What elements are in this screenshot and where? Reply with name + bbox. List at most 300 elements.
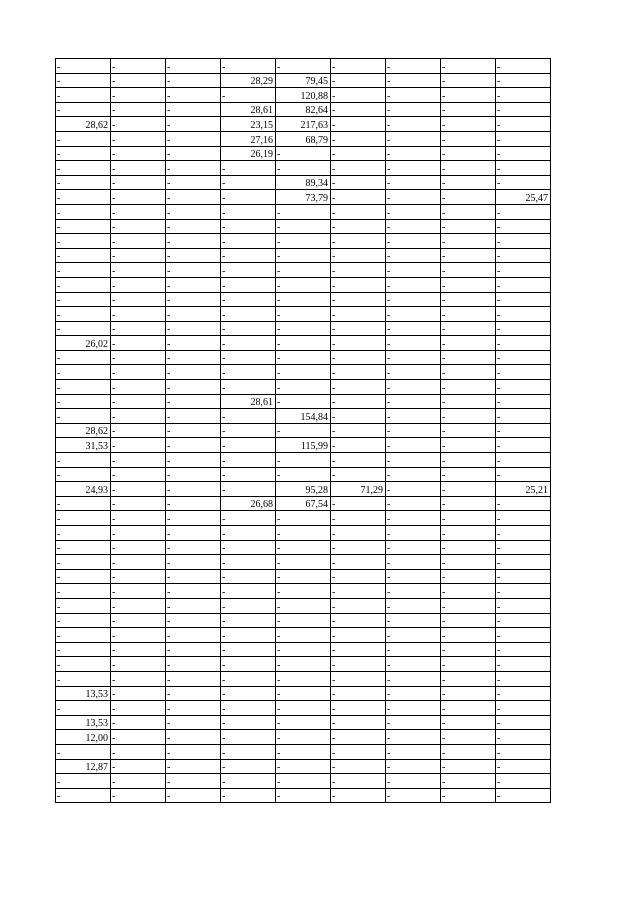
table-cell: -	[166, 511, 221, 526]
table-cell: -	[386, 482, 441, 497]
table-cell: -	[331, 365, 386, 380]
table-cell: -	[111, 394, 166, 409]
table-cell: -	[441, 496, 496, 511]
table-cell: -	[276, 146, 331, 161]
table-cell: -	[221, 59, 276, 74]
table-cell: -	[441, 292, 496, 307]
table-cell: -	[56, 380, 111, 395]
table-cell: -	[111, 657, 166, 672]
table-cell: -	[166, 59, 221, 74]
table-cell: -	[56, 657, 111, 672]
table-cell: -	[496, 277, 551, 292]
table-cell: -	[276, 161, 331, 176]
table-cell: -	[496, 598, 551, 613]
table-cell: -	[331, 292, 386, 307]
data-table-body	[56, 59, 551, 803]
table-cell: -	[496, 394, 551, 409]
table-cell: -	[166, 526, 221, 541]
table-cell: -	[276, 584, 331, 599]
table-cell: -	[56, 292, 111, 307]
table-cell: -	[276, 248, 331, 263]
table-cell: -	[386, 219, 441, 234]
table-cell: -	[221, 569, 276, 584]
table-cell: -	[386, 59, 441, 74]
table-cell: -	[221, 263, 276, 278]
table-cell: 68,79	[276, 131, 331, 146]
table-cell: -	[386, 569, 441, 584]
table-cell: -	[111, 73, 166, 88]
table-cell: -	[221, 88, 276, 103]
table-cell: -	[496, 496, 551, 511]
table-cell: 25,21	[496, 482, 551, 497]
table-cell: -	[276, 715, 331, 730]
table-cell: -	[111, 59, 166, 74]
table-cell: -	[166, 715, 221, 730]
table-cell: -	[221, 161, 276, 176]
table-cell: 24,93	[56, 482, 111, 497]
table-cell: -	[331, 540, 386, 555]
table-row	[56, 73, 551, 88]
table-cell: -	[386, 88, 441, 103]
table-cell: 71,29	[331, 482, 386, 497]
table-cell: -	[386, 234, 441, 249]
table-cell: -	[441, 102, 496, 117]
table-cell: -	[331, 248, 386, 263]
table-row	[56, 642, 551, 657]
table-cell: -	[276, 774, 331, 789]
table-cell: -	[441, 380, 496, 395]
table-row	[56, 394, 551, 409]
table-cell: -	[111, 511, 166, 526]
table-cell: -	[276, 788, 331, 803]
table-cell: -	[496, 701, 551, 716]
table-row	[56, 248, 551, 263]
table-cell: -	[386, 380, 441, 395]
table-cell: -	[496, 59, 551, 74]
table-cell: -	[166, 482, 221, 497]
table-cell: -	[276, 642, 331, 657]
table-cell: -	[111, 117, 166, 132]
table-cell: -	[221, 759, 276, 774]
table-cell: -	[276, 701, 331, 716]
table-row	[56, 102, 551, 117]
table-cell: -	[276, 59, 331, 74]
table-cell: -	[56, 102, 111, 117]
table-cell: -	[441, 438, 496, 453]
table-cell: -	[111, 423, 166, 438]
table-cell: -	[56, 453, 111, 468]
table-cell: -	[496, 307, 551, 322]
table-cell: -	[56, 540, 111, 555]
table-cell: -	[496, 584, 551, 599]
table-cell: -	[56, 628, 111, 643]
table-cell: -	[56, 526, 111, 541]
table-cell: -	[441, 569, 496, 584]
table-cell: -	[56, 613, 111, 628]
table-cell: -	[496, 526, 551, 541]
table-cell: -	[111, 102, 166, 117]
table-cell: -	[331, 131, 386, 146]
table-cell: -	[441, 88, 496, 103]
table-cell: -	[111, 774, 166, 789]
table-cell: -	[166, 204, 221, 219]
table-cell: -	[441, 453, 496, 468]
table-cell: -	[441, 248, 496, 263]
table-row	[56, 759, 551, 774]
table-cell: -	[441, 234, 496, 249]
table-row	[56, 540, 551, 555]
table-cell: -	[56, 307, 111, 322]
table-cell: 26,02	[56, 336, 111, 351]
table-cell: -	[276, 336, 331, 351]
table-cell: -	[441, 175, 496, 190]
table-cell: -	[166, 234, 221, 249]
table-cell: -	[496, 263, 551, 278]
table-cell: -	[441, 715, 496, 730]
table-cell: -	[331, 453, 386, 468]
table-cell: -	[386, 642, 441, 657]
table-cell: -	[276, 467, 331, 482]
table-cell: -	[441, 219, 496, 234]
table-row	[56, 438, 551, 453]
table-cell: -	[221, 715, 276, 730]
table-cell: -	[166, 496, 221, 511]
table-cell: -	[56, 73, 111, 88]
table-row	[56, 277, 551, 292]
table-cell: -	[166, 88, 221, 103]
table-cell: -	[221, 540, 276, 555]
table-cell: -	[441, 59, 496, 74]
table-cell: -	[276, 423, 331, 438]
table-cell: -	[111, 161, 166, 176]
table-cell: -	[386, 584, 441, 599]
table-cell: 154,84	[276, 409, 331, 424]
table-cell: -	[386, 190, 441, 205]
table-cell: -	[276, 759, 331, 774]
table-cell: -	[496, 555, 551, 570]
table-cell: -	[496, 540, 551, 555]
table-cell: -	[496, 204, 551, 219]
table-row	[56, 88, 551, 103]
table-cell: -	[441, 117, 496, 132]
table-cell: -	[441, 350, 496, 365]
table-cell: -	[221, 350, 276, 365]
table-cell: -	[166, 423, 221, 438]
table-cell: -	[221, 321, 276, 336]
table-cell: -	[496, 759, 551, 774]
table-cell: -	[386, 744, 441, 759]
table-cell: -	[56, 555, 111, 570]
table-cell: -	[496, 336, 551, 351]
table-cell: -	[111, 219, 166, 234]
table-cell: -	[331, 73, 386, 88]
table-cell: -	[331, 394, 386, 409]
table-cell: -	[111, 88, 166, 103]
table-cell: -	[331, 380, 386, 395]
table-cell: -	[386, 248, 441, 263]
table-row	[56, 409, 551, 424]
table-cell: -	[331, 496, 386, 511]
table-cell: -	[221, 467, 276, 482]
table-cell: -	[111, 438, 166, 453]
table-cell: -	[166, 540, 221, 555]
table-cell: -	[276, 350, 331, 365]
table-cell: -	[221, 657, 276, 672]
table-cell: -	[386, 307, 441, 322]
table-cell: -	[56, 88, 111, 103]
table-cell: -	[56, 219, 111, 234]
table-cell: -	[386, 204, 441, 219]
table-cell: -	[56, 365, 111, 380]
table-row	[56, 350, 551, 365]
table-cell: -	[166, 350, 221, 365]
table-cell: -	[496, 774, 551, 789]
table-cell: -	[276, 365, 331, 380]
table-cell: -	[111, 467, 166, 482]
table-cell: -	[386, 788, 441, 803]
table-cell: -	[221, 248, 276, 263]
table-cell: -	[166, 307, 221, 322]
table-cell: -	[496, 88, 551, 103]
table-cell: -	[166, 336, 221, 351]
table-cell: 28,62	[56, 423, 111, 438]
table-cell: 23,15	[221, 117, 276, 132]
table-cell: -	[111, 190, 166, 205]
table-cell: -	[276, 540, 331, 555]
table-cell: -	[441, 321, 496, 336]
table-cell: -	[221, 336, 276, 351]
table-cell: -	[276, 307, 331, 322]
table-cell: 82,64	[276, 102, 331, 117]
table-cell: -	[111, 496, 166, 511]
table-cell: -	[441, 613, 496, 628]
table-cell: -	[496, 248, 551, 263]
table-cell: -	[221, 628, 276, 643]
table-cell: -	[166, 146, 221, 161]
table-cell: -	[166, 628, 221, 643]
table-cell: 26,68	[221, 496, 276, 511]
table-cell: -	[496, 292, 551, 307]
table-cell: -	[496, 657, 551, 672]
table-cell: -	[441, 584, 496, 599]
table-cell: -	[441, 671, 496, 686]
table-cell: -	[331, 307, 386, 322]
table-cell: 13,53	[56, 715, 111, 730]
table-cell: -	[111, 131, 166, 146]
table-cell: -	[331, 102, 386, 117]
table-cell: 95,28	[276, 482, 331, 497]
table-cell: -	[111, 234, 166, 249]
table-row	[56, 628, 551, 643]
table-cell: -	[221, 642, 276, 657]
table-cell: -	[221, 584, 276, 599]
table-cell: -	[221, 613, 276, 628]
table-cell: -	[441, 73, 496, 88]
table-cell: -	[331, 774, 386, 789]
table-cell: -	[166, 569, 221, 584]
table-cell: -	[331, 438, 386, 453]
table-cell: -	[221, 774, 276, 789]
table-cell: -	[441, 204, 496, 219]
table-cell: 12,87	[56, 759, 111, 774]
table-cell: -	[221, 511, 276, 526]
table-cell: -	[441, 788, 496, 803]
table-cell: -	[441, 365, 496, 380]
table-cell: 120,88	[276, 88, 331, 103]
table-row	[56, 365, 551, 380]
table-cell: -	[496, 788, 551, 803]
table-cell: -	[111, 277, 166, 292]
table-cell: -	[441, 467, 496, 482]
table-cell: -	[441, 307, 496, 322]
table-cell: -	[166, 788, 221, 803]
data-table	[55, 58, 551, 803]
table-cell: -	[221, 190, 276, 205]
table-cell: -	[276, 744, 331, 759]
table-cell: -	[221, 744, 276, 759]
table-cell: -	[111, 584, 166, 599]
table-cell: -	[111, 598, 166, 613]
table-cell: -	[111, 307, 166, 322]
table-cell: -	[221, 788, 276, 803]
table-cell: -	[441, 774, 496, 789]
table-cell: -	[221, 598, 276, 613]
table-cell: -	[331, 161, 386, 176]
table-cell: -	[331, 598, 386, 613]
table-cell: -	[386, 131, 441, 146]
table-row	[56, 146, 551, 161]
table-row	[56, 715, 551, 730]
table-cell: -	[331, 788, 386, 803]
table-cell: -	[166, 438, 221, 453]
table-cell: -	[386, 117, 441, 132]
table-row	[56, 467, 551, 482]
table-row	[56, 321, 551, 336]
table-cell: -	[166, 161, 221, 176]
table-cell: 31,53	[56, 438, 111, 453]
table-cell: -	[496, 380, 551, 395]
table-cell: -	[496, 102, 551, 117]
table-cell: -	[441, 701, 496, 716]
table-cell: -	[276, 628, 331, 643]
table-cell: -	[441, 423, 496, 438]
table-cell: -	[331, 555, 386, 570]
table-cell: -	[276, 453, 331, 468]
table-cell: -	[331, 584, 386, 599]
table-row	[56, 59, 551, 74]
table-cell: -	[386, 759, 441, 774]
table-row	[56, 336, 551, 351]
table-cell: -	[496, 744, 551, 759]
table-cell: -	[221, 438, 276, 453]
table-cell: -	[331, 657, 386, 672]
table-cell: -	[221, 204, 276, 219]
table-cell: -	[496, 409, 551, 424]
table-cell: -	[221, 175, 276, 190]
table-cell: -	[386, 715, 441, 730]
table-cell: -	[331, 59, 386, 74]
table-cell: -	[331, 204, 386, 219]
table-cell: -	[496, 642, 551, 657]
table-cell: -	[331, 628, 386, 643]
table-cell: -	[56, 131, 111, 146]
table-cell: -	[386, 365, 441, 380]
table-cell: -	[111, 175, 166, 190]
table-cell: 67,54	[276, 496, 331, 511]
table-cell: -	[166, 671, 221, 686]
table-cell: -	[386, 102, 441, 117]
table-cell: -	[496, 715, 551, 730]
table-cell: -	[386, 350, 441, 365]
table-cell: -	[166, 774, 221, 789]
table-cell: -	[441, 146, 496, 161]
table-row	[56, 190, 551, 205]
table-cell: -	[276, 263, 331, 278]
table-cell: -	[276, 321, 331, 336]
table-cell: -	[56, 701, 111, 716]
table-row	[56, 598, 551, 613]
table-cell: -	[386, 686, 441, 701]
table-row	[56, 671, 551, 686]
table-cell: -	[276, 277, 331, 292]
table-cell: -	[111, 146, 166, 161]
table-row	[56, 744, 551, 759]
table-cell: -	[386, 146, 441, 161]
table-cell: -	[166, 219, 221, 234]
table-cell: -	[276, 555, 331, 570]
table-cell: -	[496, 365, 551, 380]
table-cell: -	[496, 628, 551, 643]
table-cell: -	[111, 453, 166, 468]
table-cell: -	[56, 511, 111, 526]
table-cell: -	[166, 598, 221, 613]
table-cell: -	[56, 744, 111, 759]
table-cell: -	[166, 277, 221, 292]
table-row	[56, 453, 551, 468]
table-row	[56, 584, 551, 599]
table-cell: -	[221, 671, 276, 686]
table-cell: -	[331, 759, 386, 774]
table-cell: -	[496, 730, 551, 745]
table-row	[56, 234, 551, 249]
table-cell: -	[56, 671, 111, 686]
table-cell: -	[331, 88, 386, 103]
table-cell: -	[496, 569, 551, 584]
table-cell: -	[386, 730, 441, 745]
table-cell: -	[331, 526, 386, 541]
table-cell: 12,00	[56, 730, 111, 745]
table-cell: -	[441, 657, 496, 672]
table-cell: -	[111, 569, 166, 584]
table-cell: -	[386, 73, 441, 88]
table-cell: -	[166, 131, 221, 146]
table-cell: -	[111, 526, 166, 541]
table-row	[56, 423, 551, 438]
table-cell: -	[496, 234, 551, 249]
table-cell: -	[166, 657, 221, 672]
table-cell: -	[441, 744, 496, 759]
table-cell: -	[386, 394, 441, 409]
table-cell: -	[441, 555, 496, 570]
table-cell: -	[331, 701, 386, 716]
table-cell: -	[441, 628, 496, 643]
table-cell: -	[56, 234, 111, 249]
table-cell: -	[331, 511, 386, 526]
table-cell: -	[56, 496, 111, 511]
table-cell: -	[56, 59, 111, 74]
table-cell: -	[441, 511, 496, 526]
table-cell: -	[111, 701, 166, 716]
